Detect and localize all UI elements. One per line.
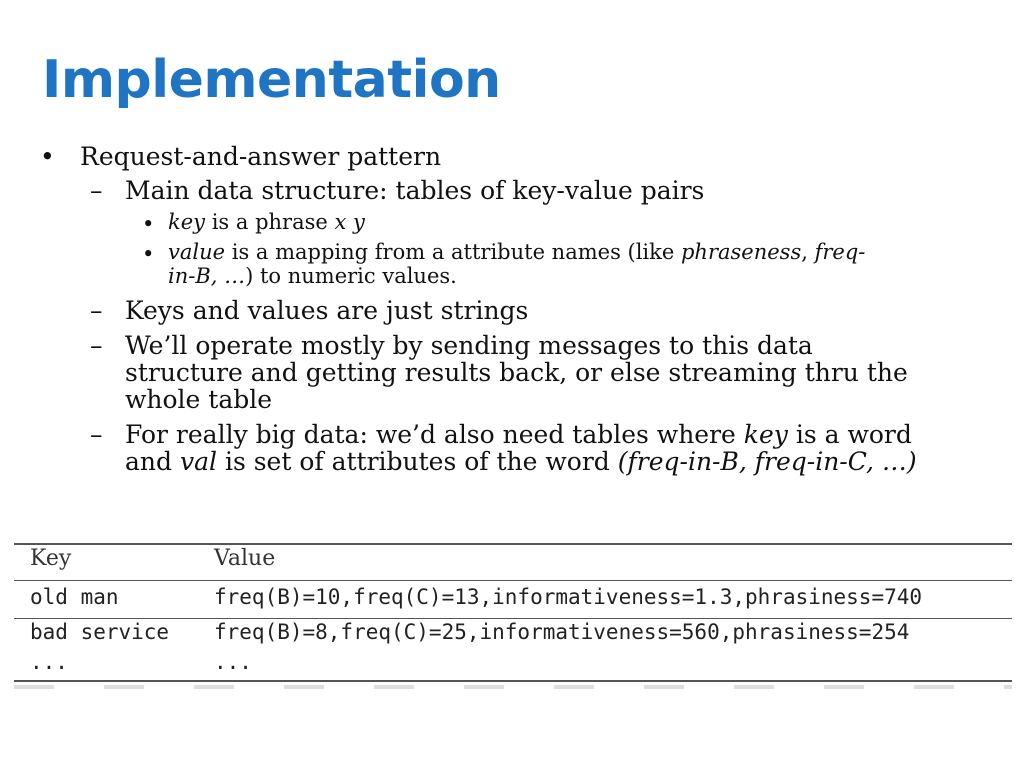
value-end: ) to numeric values.	[245, 264, 457, 288]
bullet-main-data-structure: Main data structure: tables of key-value pairs	[125, 176, 705, 205]
table-top-rule	[14, 543, 1012, 545]
bullet-marker: •	[40, 142, 55, 171]
table-row-key: old man	[30, 585, 119, 609]
table-header-key: Key	[30, 546, 72, 571]
table-row-key: bad service	[30, 620, 170, 644]
bullet-operate-line2: structure and getting results back, or else streaming thru the	[125, 358, 908, 387]
key-term: key	[743, 420, 788, 449]
big-data-text-end: is a word	[787, 420, 912, 449]
and-text: and	[125, 447, 180, 476]
sub-bullet-marker: •	[142, 212, 155, 236]
dash-marker: –	[90, 176, 103, 205]
big-data-text: For really big data: we’d also need tables where	[125, 420, 744, 449]
bullet-big-data-line2	[125, 447, 917, 476]
table-header-rule	[14, 580, 1012, 581]
inB-term: in-B, …	[168, 264, 246, 288]
key-term: key	[168, 210, 206, 234]
phraseness-term: phraseness	[680, 240, 802, 264]
slide-title: Implementation	[42, 50, 501, 110]
bullet-keys-values-strings: Keys and values are just strings	[125, 296, 529, 325]
xy-term: x y	[334, 210, 365, 234]
table-header-value: Value	[214, 546, 276, 571]
freq-list: (freq-in-B, freq-in-C, …)	[617, 447, 917, 476]
bullet-key-phrase	[168, 210, 365, 234]
table-row-key: ...	[30, 650, 68, 674]
bullet-operate-line3: whole table	[125, 385, 273, 414]
value-term: value	[168, 240, 226, 264]
table-bottom-rule	[14, 680, 1012, 682]
comma: ,	[801, 240, 815, 264]
value-text: is a mapping from a attribute names (like	[225, 240, 681, 264]
bullet-value-mapping	[168, 240, 865, 264]
dash-marker: –	[90, 420, 103, 449]
bullet-operate-line1: We’ll operate mostly by sending messages to this data	[125, 331, 813, 360]
table-row-value: ...	[214, 650, 252, 674]
freq-term: freq-	[814, 240, 866, 264]
table-row-value: freq(B)=8,freq(C)=25,informativeness=560,phrasiness=254	[214, 620, 910, 644]
key-value-table	[14, 540, 1012, 690]
bullet-big-data-line1	[125, 420, 912, 449]
sub-bullet-marker: •	[142, 242, 155, 266]
dash-marker: –	[90, 296, 103, 325]
table-row-value: freq(B)=10,freq(C)=13,informativeness=1.3,phrasiness=740	[214, 585, 923, 609]
table-row-rule	[14, 618, 1012, 619]
bullet-request-answer: Request-and-answer pattern	[80, 142, 442, 171]
key-text: is a phrase	[205, 210, 335, 234]
attributes-text: is set of attributes of the word	[217, 447, 618, 476]
cropped-text-remnant	[14, 685, 1012, 689]
bullet-value-mapping-cont	[168, 264, 457, 288]
val-term: val	[179, 447, 217, 476]
dash-marker: –	[90, 331, 103, 360]
